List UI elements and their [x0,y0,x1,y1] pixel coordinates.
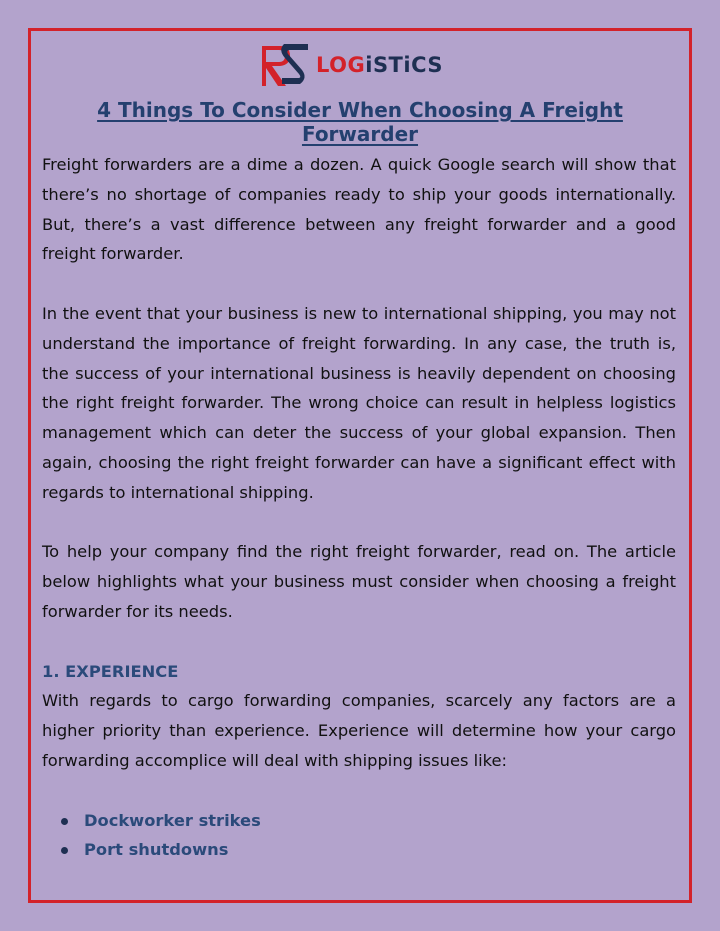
paragraph-read-on: To help your company find the right freight forwarder, read on. The article below highlights what your business must consider when choosing a freight forwarder for its needs. [42,542,676,621]
bullet-icon [61,847,68,854]
company-logo [258,40,468,90]
paragraph-experience: With regards to cargo forwarding companies, scarcely any factors are a higher priority than experience. Experience will determine how your cargo forwarding accomplice will deal with shipping issues like: [42,691,676,770]
logo-text-log: LOG [316,53,366,77]
rs-logo-mark-icon [258,40,316,90]
paragraph-importance: In the event that your business is new to international shipping, you may not understand the importance of freight forwarding. In any case, the truth is, the success of your international business is heavily dependent on choosing the right freight forwarder. The wrong choice can result in helpless logistics management which can deter the success of your global expansion. Then again, choosing the right freight forwarder can have a significant effect with regards to international shipping. [42,303,676,502]
logo-text-i: i [365,53,373,77]
paragraph-intro: Freight forwarders are a dime a dozen. A quick Google search will show that there’s no shortage of companies ready to ship your goods internationally. But, there’s a vast difference between any freight forwarder and a good freight forwarder. [42,155,676,264]
page-title: 4 Things To Consider When Choosing A Freight Forwarder [97,98,623,146]
list-item-label: Port shutdowns [84,840,229,860]
section-heading-experience: 1. EXPERIENCE [42,661,179,681]
article-body [42,150,676,865]
list-item-label: Dockworker strikes [84,810,261,830]
bullet-icon [61,818,68,825]
list-item [42,806,676,836]
logo-wordmark [316,53,443,77]
logo-text-cs: CS [411,53,444,77]
list-item [42,835,676,865]
shipping-issues-list [42,806,676,866]
logo-text-st: ST [372,53,404,77]
logo-text-i2: i [403,53,412,77]
